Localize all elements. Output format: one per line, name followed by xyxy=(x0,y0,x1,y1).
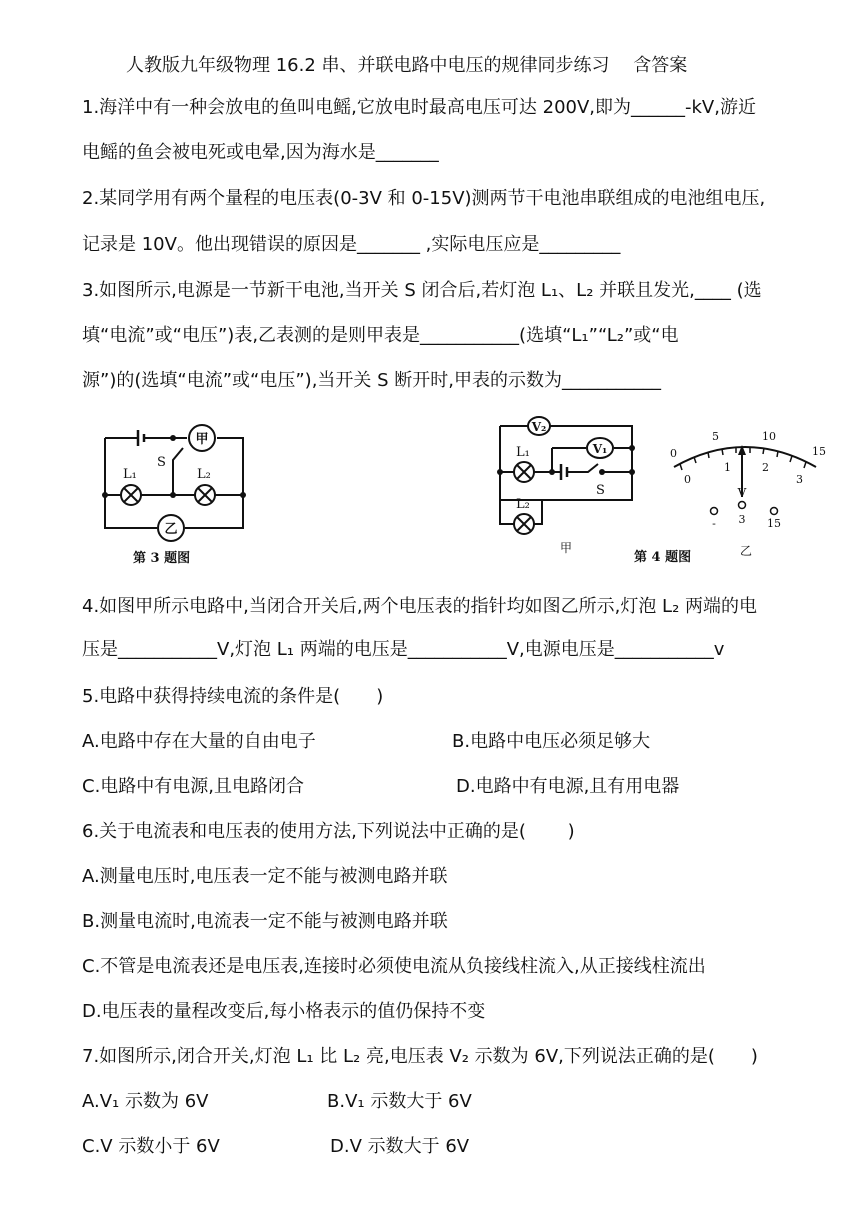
q6-option-a: A.测量电压时,电压表一定不能与被测电路并联 xyxy=(82,866,448,887)
q7-option-d: D.V 示数大于 6V xyxy=(330,1136,470,1157)
scale-inner-2: 2 xyxy=(762,461,769,474)
page-title: 人教版九年级物理 16.2 串、并联电路中电压的规律同步练习 含答案 xyxy=(126,55,688,76)
terminal-3-label: 3 xyxy=(738,513,746,526)
battery-icon xyxy=(561,464,567,480)
q6-option-b: B.测量电流时,电流表一定不能与被测电路并联 xyxy=(82,911,448,932)
scale-outer-5: 5 xyxy=(712,430,719,443)
q5-option-d: D.电路中有电源,且有用电器 xyxy=(456,776,680,797)
q1-line2: 电鳐的鱼会被电死或电晕,因为海水是_______ xyxy=(82,142,439,163)
q6-stem: 6.关于电流表和电压表的使用方法,下列说法中正确的是( ) xyxy=(82,821,575,842)
scale-inner-3: 3 xyxy=(796,473,803,486)
q2-line2: 记录是 10V。他出现错误的原因是_______ ,实际电压应是_________ xyxy=(82,234,621,255)
lamp-l2-label: L₂ xyxy=(516,497,530,512)
scale-inner-0: 0 xyxy=(684,473,691,486)
q3-line1: 3.如图所示,电源是一节新干电池,当开关 S 闭合后,若灯泡 L₁、L₂ 并联且发光,____ (选 xyxy=(82,280,762,301)
terminal-3-icon xyxy=(739,502,746,509)
switch-s-label: S xyxy=(157,455,166,470)
fig4-dial-label: 乙 xyxy=(739,544,753,558)
switch-s-label: S xyxy=(596,483,605,498)
q7-option-b: B.V₁ 示数大于 6V xyxy=(327,1091,472,1112)
q6-option-c: C.不管是电流表还是电压表,连接时必须使电流从负接线柱流入,从正接线柱流出 xyxy=(82,956,706,977)
meter-yi-label: 乙 xyxy=(164,522,178,537)
terminal-15-icon xyxy=(771,508,778,515)
q5-stem: 5.电路中获得持续电流的条件是( ) xyxy=(82,686,384,707)
q5-option-b: B.电路中电压必须足够大 xyxy=(452,731,651,752)
lamp-l1-label: L₁ xyxy=(516,445,530,460)
q1-line1: 1.海洋中有一种会放电的鱼叫电鳐,它放电时最高电压可达 200V,即为______-kV,游近 xyxy=(82,97,756,118)
q3-line2: 填“电流”或“电压”)表,乙表测的是则甲表是___________(选填“L₁”“L₂”或“电 xyxy=(82,325,679,346)
scale-inner-1: 1 xyxy=(724,461,731,474)
fig4-caption-box xyxy=(630,545,720,569)
q4-line2: 压是___________V,灯泡 L₁ 两端的电压是___________V,电源电压是___________v xyxy=(82,639,725,660)
q7-option-c: C.V 示数小于 6V xyxy=(82,1136,220,1157)
scale-outer-10: 10 xyxy=(762,430,776,443)
fig3-caption: 第 3 题图 xyxy=(133,551,191,566)
meter-jia-label: 甲 xyxy=(195,432,209,447)
lamp-l2-label: L₂ xyxy=(197,467,211,482)
voltmeter-v2-label: V₂ xyxy=(531,420,547,434)
q7-stem: 7.如图所示,闭合开关,灯泡 L₁ 比 L₂ 亮,电压表 V₂ 示数为 6V,下列说法正确的是( ) xyxy=(82,1046,758,1067)
terminal-neg-label: - xyxy=(712,517,716,530)
q6-option-d: D.电压表的量程改变后,每小格表示的值仍保持不变 xyxy=(82,1001,486,1022)
scale-outer-0: 0 xyxy=(670,447,677,460)
q3-line3: 源”)的(选填“电流”或“电压”),当开关 S 断开时,甲表的示数为___________ xyxy=(82,370,662,391)
voltmeter-v1-label: V₁ xyxy=(592,442,608,456)
q5-option-a: A.电路中存在大量的自由电子 xyxy=(82,731,316,752)
dial-unit-v: V xyxy=(737,486,747,500)
fig4-circuit-diagram xyxy=(490,412,650,572)
q2-line1: 2.某同学用有两个量程的电压表(0-3V 和 0-15V)测两节干电池串联组成的电池组电压, xyxy=(82,188,766,209)
fig4-caption: 第 4 题图 xyxy=(634,550,692,565)
terminal-15-label: 15 xyxy=(767,517,781,530)
fig3-circuit-diagram xyxy=(95,420,255,570)
battery-icon xyxy=(138,430,144,446)
lamp-l1-label: L₁ xyxy=(123,467,137,482)
q7-option-a: A.V₁ 示数为 6V xyxy=(82,1091,209,1112)
q5-option-c: C.电路中有电源,且电路闭合 xyxy=(82,776,305,797)
q4-line1: 4.如图甲所示电路中,当闭合开关后,两个电压表的指针均如图乙所示,灯泡 L₂ 两端的电 xyxy=(82,596,758,617)
fig4-circuit-label: 甲 xyxy=(560,541,573,555)
terminal-neg-icon xyxy=(711,508,718,515)
scale-outer-15: 15 xyxy=(812,445,826,458)
